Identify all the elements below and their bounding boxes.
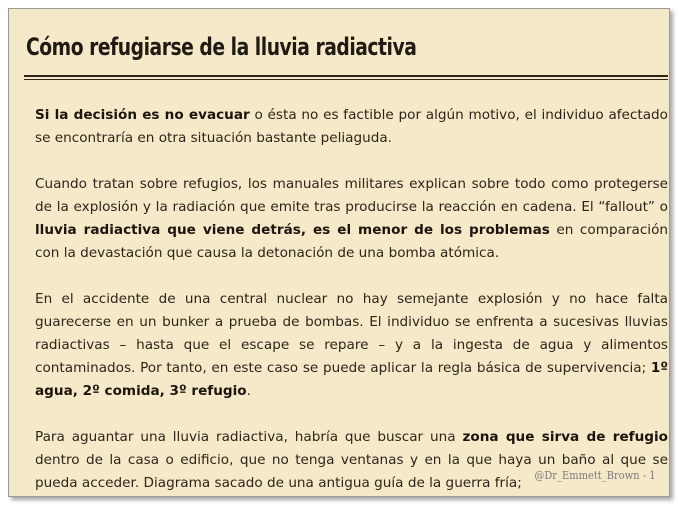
author-watermark: @Dr_Emmett_Brown - 1	[533, 469, 655, 482]
paragraph-text: dentro de la casa o edificio, que no tenga ventanas y en la que haya un baño al que se pueda acceder. Diagrama sacado de una antigua guía de la guerra fría;	[35, 452, 668, 491]
bold-phrase: zona que sirva de refugio	[462, 429, 668, 445]
paragraph-text: En el accidente de una central nuclear no hay semejante explosión y no hace falta guarecerse en un bunker a prueba de bombas. El individuo se enfrenta a sucesivas lluvias radiactivas – hasta que el escape se repare – y a la ingesta de agua y alimentos contaminados. Por tanto, en este caso se puede aplicar la regla básica de supervivencia;	[35, 291, 668, 376]
paragraph-2	[35, 173, 668, 265]
bold-phrase: 1º agua, 2º comida, 3º refugio	[35, 360, 668, 399]
document-frame	[8, 8, 670, 497]
paragraph-3	[35, 288, 668, 403]
article-title: Cómo refugiarse de la lluvia radiactiva	[26, 33, 417, 61]
title-rule-thin	[24, 79, 668, 80]
title-rule-thick	[24, 75, 668, 77]
bold-phrase: Si la decisión es no evacuar	[35, 107, 250, 123]
paragraph-text: o ésta no es factible por algún motivo, el individuo afectado se encontraría en otra situación bastante peliaguda.	[35, 107, 668, 146]
paragraph-text: en comparación con la devastación que causa la detonación de una bomba atómica.	[35, 222, 669, 261]
paragraph-text: Para aguantar una lluvia radiactiva, habría que buscar una	[35, 429, 463, 445]
paragraph-text: .	[246, 383, 251, 399]
paragraph-1	[35, 104, 668, 150]
bold-phrase: lluvia radiactiva que viene detrás, es el menor de los problemas	[35, 222, 550, 238]
paragraph-4	[35, 426, 668, 495]
article-body	[35, 104, 668, 497]
paragraph-text: Cuando tratan sobre refugios, los manuales militares explican sobre todo como protegerse de la explosión y la radiación que emite tras producirse la reacción en cadena. El “fallout” o	[35, 176, 668, 215]
